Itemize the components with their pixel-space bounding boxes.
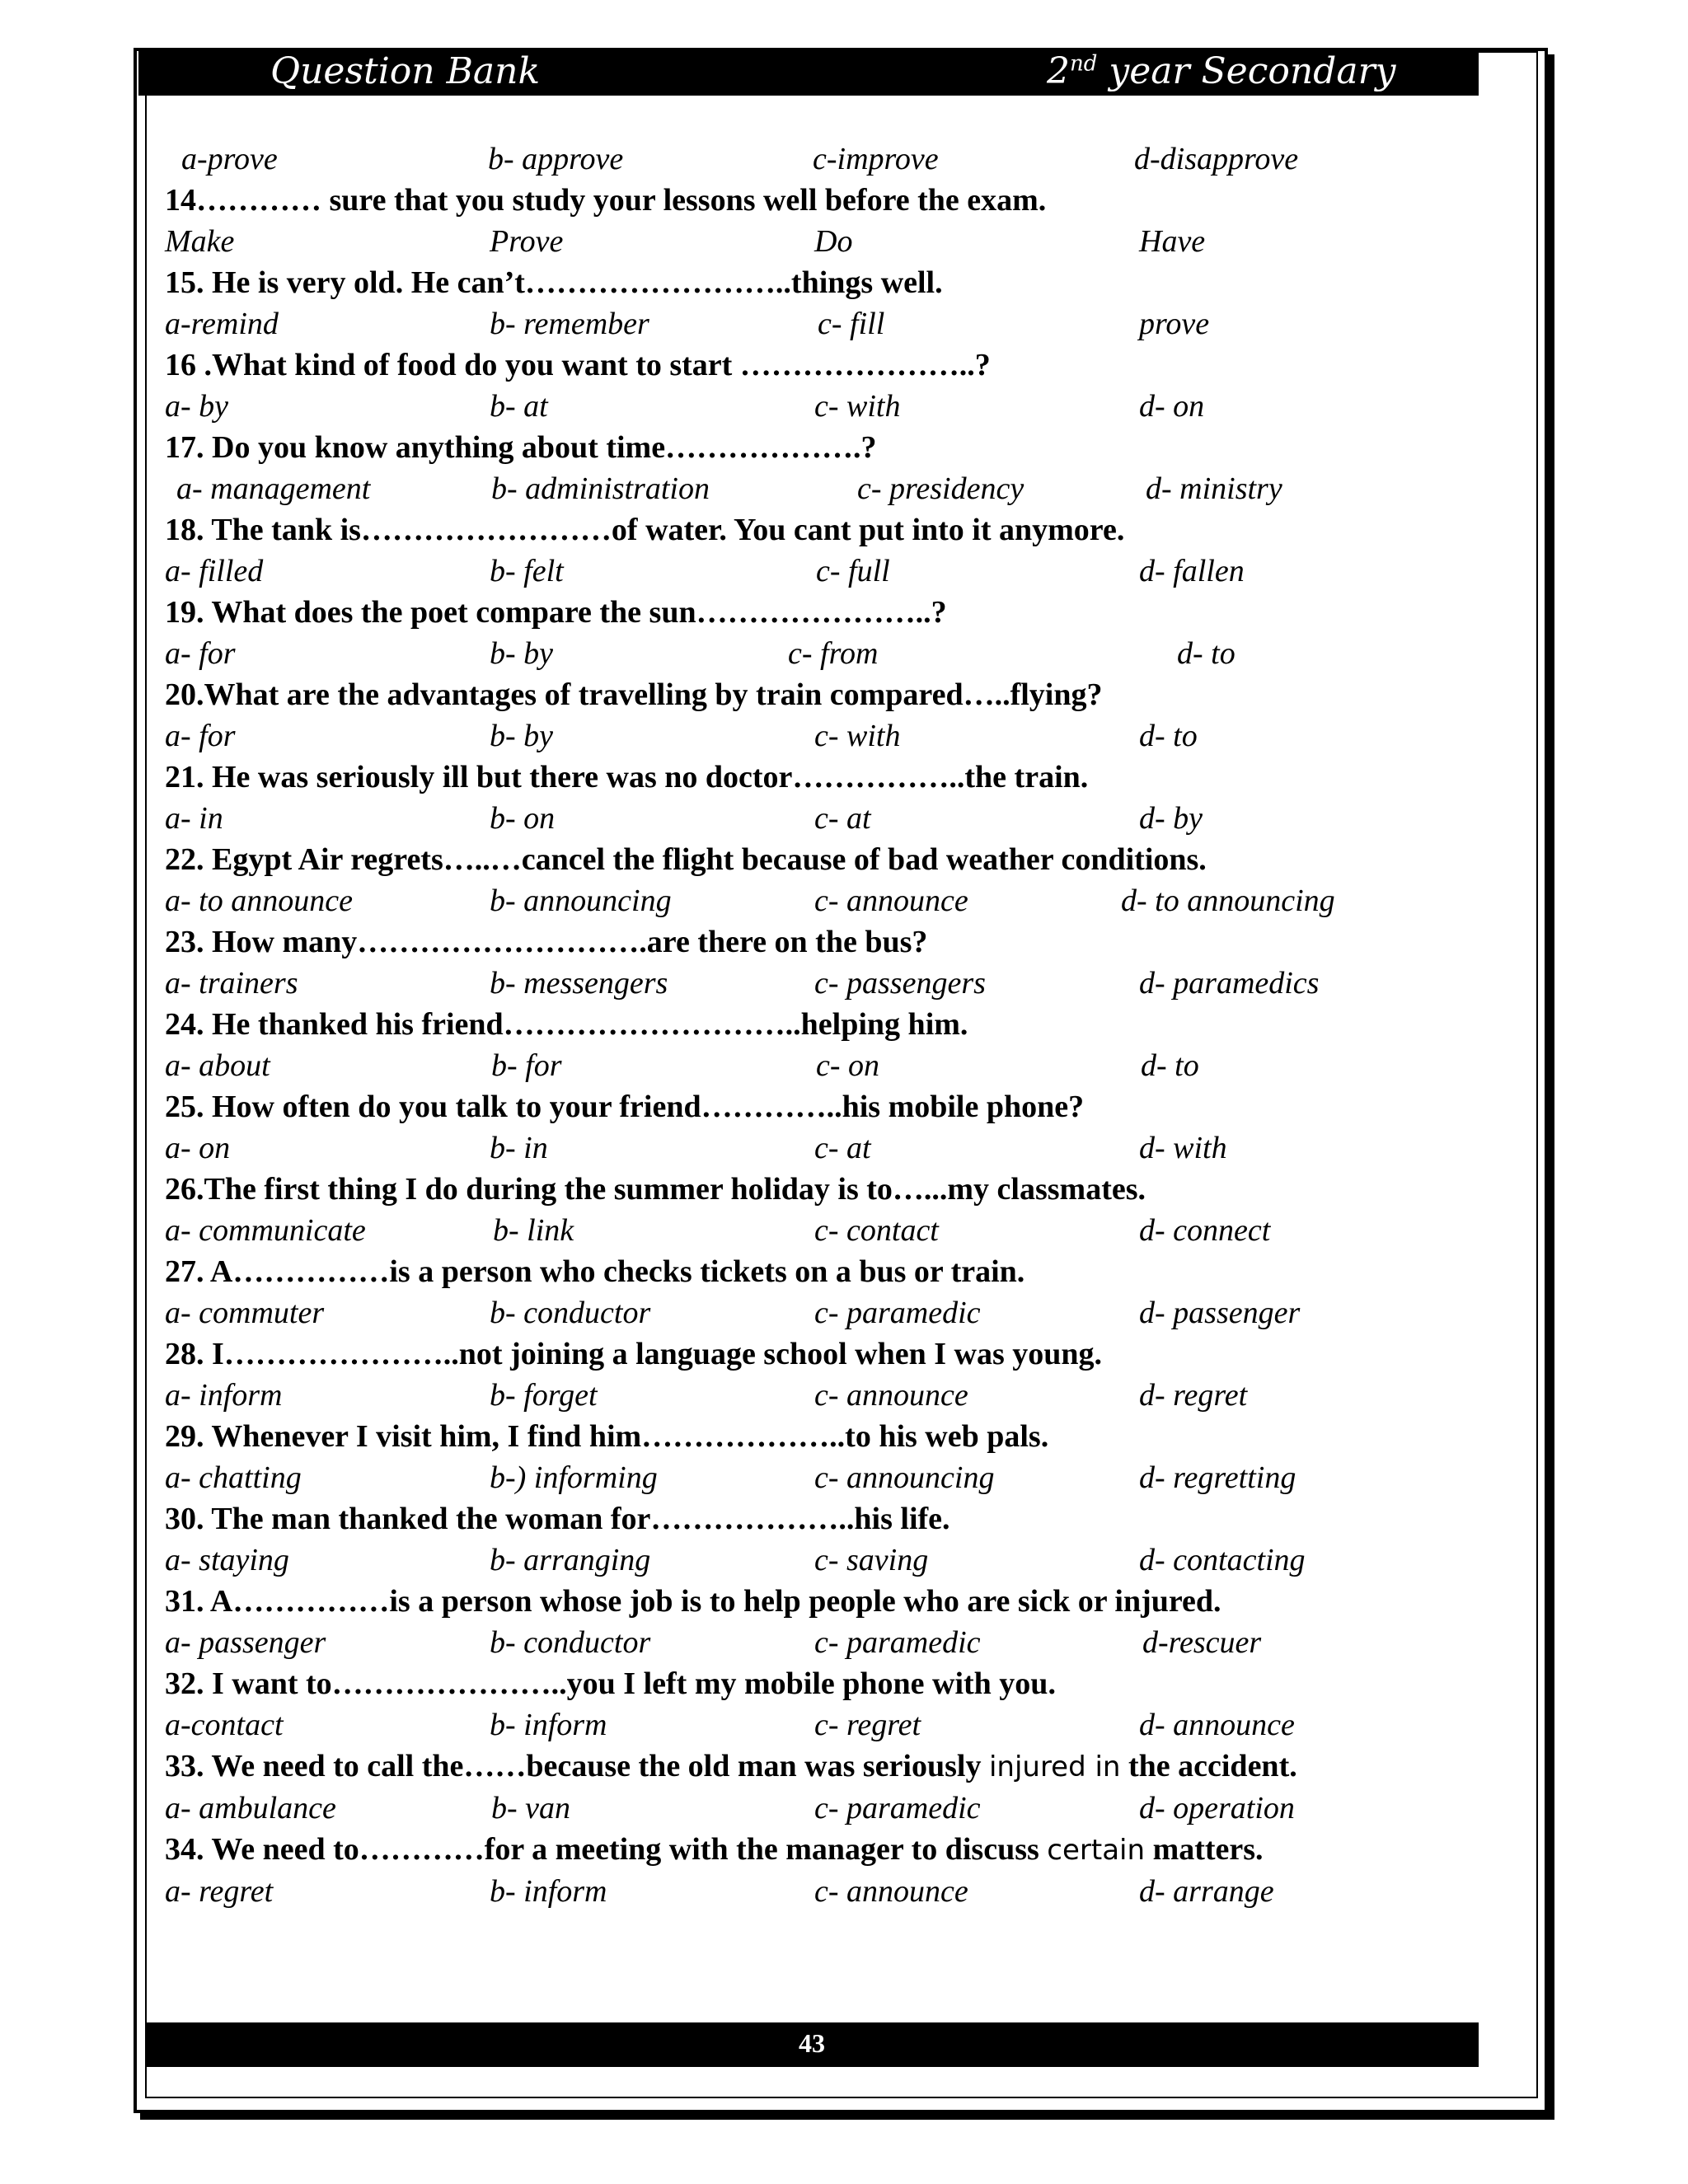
option-d: d-disapprove: [1134, 142, 1299, 176]
option-a: a- in: [165, 801, 223, 836]
options-row-28: [165, 1375, 1467, 1416]
question-18: 18. The tank is……………………of water. You cant put into it anymore.: [165, 513, 1125, 547]
option-a: a- communicate: [165, 1213, 366, 1248]
option-d: d- announce: [1139, 1708, 1295, 1742]
option-a: a- about: [165, 1048, 270, 1083]
option-b: b- by: [490, 636, 554, 671]
question-text-end: the accident.: [1120, 1749, 1297, 1783]
option-d: d- regret: [1139, 1378, 1248, 1413]
option-c: c- with: [814, 719, 901, 753]
option-b: b- arranging: [490, 1543, 651, 1577]
option-b: b- on: [490, 801, 556, 836]
option-d: Have: [1139, 224, 1206, 259]
option-c: c- announce: [814, 883, 968, 918]
option-c: c- announce: [814, 1378, 968, 1413]
option-c: c- fill: [818, 307, 885, 341]
option-c: c- presidency: [857, 471, 1025, 506]
question-24: 24. He thanked his friend………………………..helping him.: [165, 1007, 968, 1042]
option-c: c- at: [814, 1131, 871, 1165]
options-row-23: [165, 963, 1467, 1004]
options-row-19: [165, 633, 1467, 674]
option-b: b- link: [493, 1213, 574, 1248]
option-c: c- announce: [814, 1874, 968, 1909]
option-a: a- chatting: [165, 1460, 302, 1495]
question-32: 32. I want to…………………..you I left my mobile phone with you.: [165, 1666, 1056, 1701]
option-d: d- to announcing: [1121, 883, 1335, 918]
options-row-18: [165, 551, 1467, 592]
options-row-30: [165, 1540, 1467, 1581]
option-c: c- from: [788, 636, 879, 671]
option-b: b- remember: [490, 307, 649, 341]
option-b: b- conductor: [490, 1625, 651, 1660]
options-row-14: [165, 221, 1467, 262]
option-b: b- inform: [490, 1708, 607, 1742]
question-text: 34. We need to…………for a meeting with the manager to discuss: [165, 1832, 1048, 1867]
option-a: a- ambulance: [165, 1791, 336, 1825]
footer-bar: [145, 2022, 1479, 2067]
page-number: 43: [799, 2028, 825, 2058]
option-d: d- arrange: [1139, 1874, 1274, 1909]
option-c: c- passengers: [814, 966, 986, 1001]
question-16: 16 .What kind of food do you want to start …………………..?: [165, 348, 991, 382]
option-b: b- felt: [490, 554, 564, 588]
options-row-22: [165, 880, 1467, 921]
option-b: b- forget: [490, 1378, 598, 1413]
question-list: [165, 138, 1467, 1912]
options-row-29: [165, 1457, 1467, 1498]
option-d: d- contacting: [1139, 1543, 1306, 1577]
option-b: b- by: [490, 719, 554, 753]
question-30: 30. The man thanked the woman for………………..his life.: [165, 1502, 950, 1536]
option-c: c- contact: [814, 1213, 939, 1248]
options-row-32: [165, 1704, 1467, 1746]
header-title-left: Question Bank: [270, 50, 541, 92]
option-a: a- staying: [165, 1543, 289, 1577]
option-d: d- passenger: [1139, 1296, 1301, 1330]
option-b: b- conductor: [490, 1296, 651, 1330]
option-d: d- ministry: [1146, 471, 1282, 506]
option-c: c- saving: [814, 1543, 929, 1577]
option-d: d- to: [1141, 1048, 1199, 1083]
option-a: a-remind: [165, 307, 279, 341]
option-b: b- at: [490, 389, 548, 424]
option-a: a- on: [165, 1131, 231, 1165]
option-c: c- full: [816, 554, 890, 588]
option-d: d- on: [1139, 389, 1205, 424]
option-c: c- paramedic: [814, 1625, 981, 1660]
options-row-25: [165, 1127, 1467, 1169]
question-15: 15. He is very old. He can’t……………………..things well.: [165, 265, 943, 300]
option-a: a- trainers: [165, 966, 298, 1001]
option-a: a- filled: [165, 554, 264, 588]
option-d: prove: [1139, 307, 1210, 341]
option-d: d- connect: [1139, 1213, 1271, 1248]
options-row-17: [165, 468, 1467, 509]
question-17: 17. Do you know anything about time……………….?: [165, 430, 877, 465]
option-a: a- for: [165, 719, 236, 753]
options-row-31: [165, 1622, 1467, 1663]
option-b: b- in: [490, 1131, 548, 1165]
option-b: Prove: [490, 224, 564, 259]
options-row-15: [165, 303, 1467, 344]
option-d: d- paramedics: [1139, 966, 1320, 1001]
option-d: d- regretting: [1139, 1460, 1296, 1495]
options-row-24: [165, 1045, 1467, 1086]
option-c: c- regret: [814, 1708, 921, 1742]
option-d: d- fallen: [1139, 554, 1245, 588]
option-d: d- to: [1177, 636, 1236, 671]
option-b: b- administration: [491, 471, 710, 506]
option-d: d- operation: [1139, 1791, 1295, 1825]
option-c: c- with: [814, 389, 901, 424]
options-row-33: [165, 1788, 1467, 1829]
question-text: 33. We need to call the……because the old man was seriously: [165, 1749, 989, 1783]
question-14: 14………… sure that you study your lessons well before the exam.: [165, 183, 1047, 218]
option-c: c- on: [816, 1048, 880, 1083]
question-text-end: matters.: [1145, 1832, 1264, 1867]
option-a: a- passenger: [165, 1625, 326, 1660]
option-a: a- for: [165, 636, 236, 671]
option-c: c- at: [814, 801, 871, 836]
header-ordinal: 2: [1047, 50, 1070, 92]
question-28: 28. I…………………..not joining a language school when I was young.: [165, 1337, 1103, 1371]
question-23: 23. How many……………………….are there on the bus?: [165, 925, 928, 959]
option-a: a- management: [176, 471, 371, 506]
question-26: 26.The first thing I do during the summer holiday is to…...my classmates.: [165, 1172, 1146, 1207]
question-34: [165, 1829, 1401, 1871]
option-d: d- to: [1139, 719, 1198, 753]
option-a: a- commuter: [165, 1296, 325, 1330]
option-b: b- messengers: [490, 966, 668, 1001]
options-row-21: [165, 798, 1467, 839]
option-b: b-) informing: [490, 1460, 658, 1495]
option-d: d- with: [1139, 1131, 1227, 1165]
options-row-20: [165, 715, 1467, 757]
question-29: 29. Whenever I visit him, I find him………………..to his web pals.: [165, 1419, 1049, 1454]
option-c: c- paramedic: [814, 1296, 981, 1330]
question-20: 20.What are the advantages of travelling by train compared…..flying?: [165, 677, 1103, 712]
options-row-13: [165, 138, 1467, 180]
question-22: 22. Egypt Air regrets…..…cancel the flight because of bad weather conditions.: [165, 842, 1207, 877]
option-a: a- regret: [165, 1874, 274, 1909]
header-ordinal-suffix: nd: [1070, 51, 1098, 77]
question-27: 27. A……………is a person who checks tickets on a bus or train.: [165, 1254, 1025, 1289]
option-b: b- van: [491, 1791, 571, 1825]
option-c: c-improve: [813, 142, 939, 176]
option-d: d-rescuer: [1142, 1625, 1262, 1660]
options-row-26: [165, 1210, 1467, 1251]
option-b: b- for: [491, 1048, 562, 1083]
option-c: c- paramedic: [814, 1791, 981, 1825]
option-a: Make: [165, 224, 235, 259]
option-a: a- to announce: [165, 883, 353, 918]
option-b: b- inform: [490, 1874, 607, 1909]
option-a: a- inform: [165, 1378, 283, 1413]
header-grade: year Secondary: [1097, 50, 1396, 92]
options-row-16: [165, 386, 1467, 427]
header-title-right: [1047, 48, 1395, 96]
question-text-plain: injured in: [988, 1750, 1121, 1783]
options-row-27: [165, 1292, 1467, 1333]
option-a: a-prove: [181, 142, 278, 176]
option-c: c- announcing: [814, 1460, 995, 1495]
question-21: 21. He was seriously ill but there was no doctor……………..the train.: [165, 760, 1089, 794]
question-text-plain: certain: [1047, 1834, 1146, 1867]
options-row-34: [165, 1871, 1467, 1912]
option-d: d- by: [1139, 801, 1203, 836]
option-a: a- by: [165, 389, 229, 424]
option-c: Do: [814, 224, 853, 259]
option-b: b- announcing: [490, 883, 672, 918]
question-25: 25. How often do you talk to your friend…………..his mobile phone?: [165, 1090, 1085, 1124]
option-a: a-contact: [165, 1708, 284, 1742]
question-19: 19. What does the poet compare the sun…………………..?: [165, 595, 947, 630]
option-b: b- approve: [488, 142, 624, 176]
question-31: 31. A……………is a person whose job is to help people who are sick or injured.: [165, 1584, 1221, 1619]
question-33: [165, 1746, 1401, 1788]
